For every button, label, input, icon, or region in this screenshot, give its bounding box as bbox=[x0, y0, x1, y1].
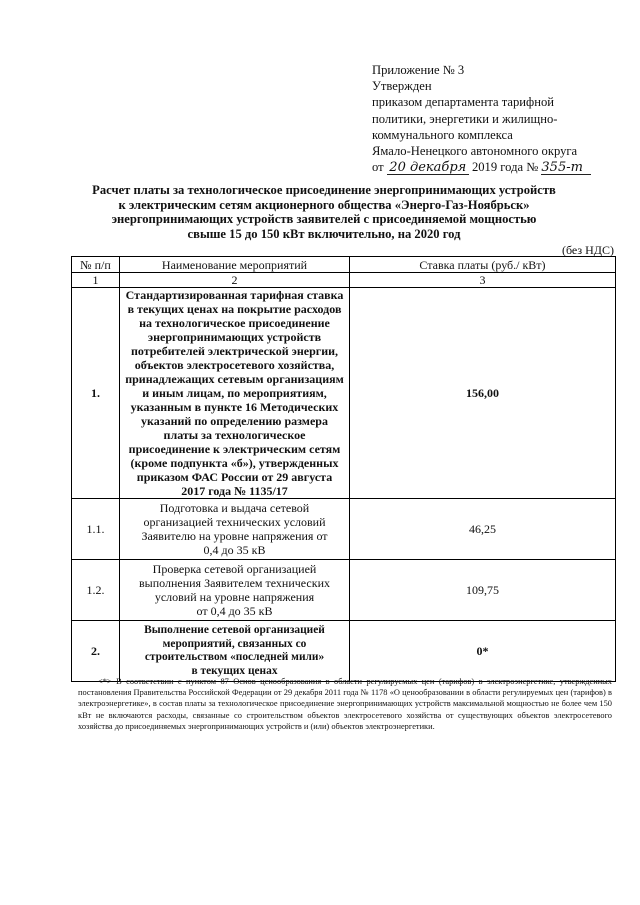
approval-block bbox=[372, 62, 612, 175]
description-line: потребителей электрической энергии, bbox=[130, 344, 339, 358]
description-line: энергопринимающих устройств bbox=[147, 330, 322, 344]
document-title bbox=[64, 183, 584, 241]
rate-value: 156,00 bbox=[350, 288, 616, 499]
title-line: энергопринимающих устройств заявителей с присоединяемой мощностью bbox=[111, 212, 537, 227]
description-line: объектов электросетевого хозяйства, bbox=[134, 358, 335, 372]
description-line: Проверка сетевой организацией bbox=[152, 562, 317, 576]
header-cell: Ставка платы (руб./ кВт) bbox=[350, 257, 616, 273]
description-line: платы за технологическое bbox=[163, 428, 306, 442]
footnote bbox=[78, 676, 612, 732]
description-line: строительством «последней мили» bbox=[144, 651, 325, 663]
description-line: Заявителю на уровне напряжения от bbox=[141, 529, 328, 543]
description-line: указаний по определению размера bbox=[141, 414, 328, 428]
table-row bbox=[72, 499, 616, 560]
row-description bbox=[120, 288, 350, 499]
rate-value: 109,75 bbox=[350, 560, 616, 621]
description-line: принадлежащих сетевым организациям bbox=[125, 372, 344, 386]
approval-line: коммунального комплекса bbox=[372, 127, 513, 142]
from-prefix: от bbox=[372, 160, 384, 175]
title-line: к электрическим сетям акционерного общества «Энерго-Газ-Ноябрьск» bbox=[118, 197, 530, 212]
column-number-cell: 3 bbox=[350, 273, 616, 288]
title-line: свыше 15 до 150 кВт включительно, на 2020 год bbox=[187, 226, 461, 241]
description-line: условий на уровне напряжения bbox=[154, 590, 315, 604]
year-text: 2019 года № bbox=[471, 160, 539, 175]
approval-line: Утвержден bbox=[372, 79, 432, 94]
description-line: (кроме подпункта «б»), утвержденных bbox=[130, 456, 339, 470]
column-number-cell: 1 bbox=[72, 273, 120, 288]
row-description bbox=[120, 560, 350, 621]
vat-note: (без НДС) bbox=[561, 243, 614, 257]
title-line: Расчет платы за технологическое присоединение энергопринимающих устройств bbox=[92, 183, 556, 197]
approval-date-line bbox=[372, 159, 612, 175]
table-row bbox=[72, 560, 616, 621]
approval-line: Ямало-Ненецкого автономного округа bbox=[372, 144, 578, 159]
rate-value: 0* bbox=[350, 621, 616, 682]
table-row bbox=[72, 288, 616, 499]
row-number: 2. bbox=[72, 621, 120, 682]
row-number: 1.2. bbox=[72, 560, 120, 621]
row-number: 1.1. bbox=[72, 499, 120, 560]
description-line: Подготовка и выдача сетевой bbox=[159, 501, 310, 515]
rate-value: 46,25 bbox=[350, 499, 616, 560]
description-line: присоединение к электрическим сетям bbox=[128, 442, 341, 456]
rates-table bbox=[71, 256, 616, 682]
description-line: и иным лицам, по мероприятиям, bbox=[142, 386, 327, 400]
description-line: мероприятий, связанных со bbox=[162, 637, 307, 650]
header-cell: № п/п bbox=[72, 257, 120, 273]
handwritten-order-number: 355-т bbox=[541, 161, 591, 175]
description-line: 0,4 до 35 кВ bbox=[203, 543, 266, 557]
table-header-row bbox=[72, 257, 616, 273]
row-description bbox=[120, 499, 350, 560]
handwritten-date: 20 декабря bbox=[387, 161, 469, 175]
row-description bbox=[120, 621, 350, 682]
description-line: Выполнение сетевой организацией bbox=[144, 624, 325, 636]
table-column-number-row bbox=[72, 273, 616, 288]
description-line: организацией технических условий bbox=[143, 515, 326, 529]
approval-line: приказом департамента тарифной bbox=[372, 95, 554, 110]
approval-line: политики, энергетики и жилищно- bbox=[372, 111, 558, 126]
table-row bbox=[72, 621, 616, 682]
description-line: указанным в пункте 16 Методических bbox=[130, 400, 339, 414]
description-line: 2017 года № 1135/17 bbox=[181, 484, 288, 498]
description-line: от 0,4 до 35 кВ bbox=[196, 604, 273, 618]
description-line: на технологическое присоединение bbox=[139, 316, 330, 330]
footnote-text: <*> В соответствии с пунктом 87 Основ ценообразования в области регулируемых цен (тарифов) в электроэнергетике, утвержденных постановления Правительства Российской Федерации от 29 декабря 2011 года № 1178 «О ценообразовании в области регулируемых цен (тарифов) в электроэнергетике», в состав платы за технологическое присоединение энергопринимающих устройств максимальной мощностью не более чем 150 кВт не включаются расходы, связанные со строительством объектов электросетевого хозяйства от существующих объектов электросетевого хозяйства до присоединяемых энергопринимающих устройств и (или) объектов электроэнергетики. bbox=[78, 677, 612, 731]
description-line: приказом ФАС России от 29 августа bbox=[136, 470, 333, 484]
approval-line: Приложение № 3 bbox=[372, 63, 465, 77]
column-number-cell: 2 bbox=[120, 273, 350, 288]
description-line: выполнения Заявителем технических bbox=[138, 576, 330, 590]
description-line: в текущих ценах на покрытие расходов bbox=[127, 302, 342, 316]
description-line: Стандартизированная тарифная ставка bbox=[125, 288, 344, 302]
description-line: в текущих ценах bbox=[191, 664, 278, 677]
header-cell: Наименование мероприятий bbox=[120, 257, 350, 273]
row-number: 1. bbox=[72, 288, 120, 499]
